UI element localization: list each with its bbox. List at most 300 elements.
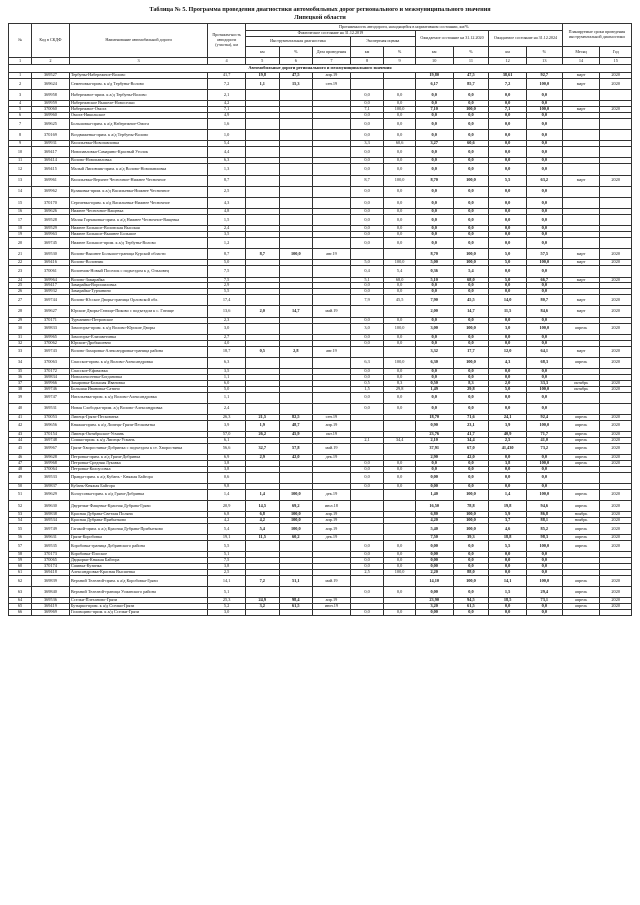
expert-km: 8,7	[350, 175, 384, 186]
expert-km: 0,0	[350, 101, 384, 107]
road-code: 369530	[32, 249, 70, 260]
road-code: 369931	[32, 141, 70, 147]
instr-date: сен.19	[313, 414, 351, 420]
road-code: 370172	[32, 368, 70, 374]
exp2024-pct: 0,0	[526, 466, 562, 472]
road-length: 6,3	[208, 357, 246, 368]
instr-km	[245, 90, 279, 101]
header-exp-2020: Ожидаемое состояние на 31.12.2020	[415, 31, 488, 47]
road-code: 369631	[32, 535, 70, 541]
exp2024-pct: 0,0	[526, 403, 562, 414]
exp2024-pct: 29,4	[526, 587, 562, 598]
exp2024-km: 0,0	[489, 197, 527, 208]
plan-month	[562, 90, 600, 101]
exp2024-km: 0,0	[489, 186, 527, 197]
exp2024-pct: 100,0	[526, 460, 562, 466]
road-name: Сошки-прим. к а/д Липецк-Усмань	[69, 437, 207, 443]
table-row	[9, 392, 632, 403]
plan-month: ноябрь	[562, 518, 600, 524]
road-code: 369840	[32, 587, 70, 598]
exp2020-pct: 0,0	[453, 541, 489, 552]
plan-month: март	[562, 78, 600, 89]
expert-km: 0,0	[350, 283, 384, 289]
exp2020-km: 0,0	[415, 119, 453, 130]
header-km: км	[489, 47, 527, 58]
exp2020-km: 6,17	[415, 78, 453, 89]
instr-pct: 69,2	[279, 500, 313, 511]
instr-pct: 57,8	[279, 443, 313, 454]
exp2020-km: 0,0	[415, 113, 453, 119]
instr-pct	[279, 610, 313, 616]
exp2024-km: 7,2	[489, 78, 527, 89]
exp2020-pct: 0,0	[453, 232, 489, 238]
header-pct: %	[384, 47, 415, 58]
road-code: 370174	[32, 564, 70, 570]
expert-pct: 45,5	[384, 295, 415, 306]
exp2024-km: 0,0	[489, 238, 527, 249]
instr-pct: 60,2	[279, 535, 313, 541]
exp2020-km: 7,10	[415, 107, 453, 113]
row-number: 11	[9, 158, 32, 164]
exp2020-pct: 0,0	[453, 317, 489, 323]
header-plan: Планируемые сроки проведения инструментальной диагностики	[562, 24, 631, 47]
table-row	[9, 249, 632, 260]
road-length: 4,2	[208, 101, 246, 107]
exp2024-pct: 0,0	[526, 186, 562, 197]
road-code: 369839	[32, 575, 70, 586]
road-name: Нижнее Большое-Вышнее Большое	[69, 232, 207, 238]
instr-date: июл.18	[313, 500, 351, 511]
plan-month: апрель	[562, 443, 600, 454]
expert-pct	[384, 575, 415, 586]
table-row	[9, 186, 632, 197]
instr-pct	[279, 147, 313, 158]
table-row	[9, 575, 632, 586]
road-code: 369743	[32, 346, 70, 357]
column-index-cell: 3	[69, 58, 207, 65]
instr-pct: 98,4	[279, 598, 313, 604]
road-name: Петровка-Колоусовка	[69, 466, 207, 472]
plan-year: 2020	[600, 249, 632, 260]
expert-km: 0,0	[350, 289, 384, 295]
exp2020-pct: 100,0	[453, 523, 489, 534]
plan-year: 2020	[600, 295, 632, 306]
exp2024-km: 7,1	[489, 107, 527, 113]
column-index-cell: 9	[384, 58, 415, 65]
plan-year: 2020	[600, 575, 632, 586]
exp2020-pct: 94,5	[453, 598, 489, 604]
exp2020-km: 8,70	[415, 175, 453, 186]
exp2020-km: 0,00	[415, 558, 453, 564]
road-code: 369968	[32, 460, 70, 466]
road-name: Юрские Дворы-Гатище-Пиково с подъездом к с. Гатище	[69, 306, 207, 317]
road-code: 370053	[32, 414, 70, 420]
road-length: 1,5	[208, 215, 246, 226]
road-name: Грязи-Хворостянка-Добринка с подъездом к ст. Хворостянка	[69, 443, 207, 454]
header-km: км	[350, 47, 384, 58]
expert-pct	[384, 420, 415, 431]
exp2024-km: 12,0	[489, 346, 527, 357]
exp2024-pct: 57,5	[526, 249, 562, 260]
expert-km: 0,0	[350, 466, 384, 472]
row-number: 55	[9, 523, 32, 534]
exp2024-km: 0,0	[489, 119, 527, 130]
road-name: Новая Слободка-прим. а/д Волово-Александровка	[69, 403, 207, 414]
table-row	[9, 147, 632, 158]
instr-km	[245, 541, 279, 552]
exp2020-km: 3,27	[415, 141, 453, 147]
road-code: 369961	[32, 175, 70, 186]
exp2024-pct: 0,0	[526, 454, 562, 460]
instr-date: апр.19	[313, 73, 351, 79]
column-index-cell: 5	[245, 58, 279, 65]
instr-pct: 48,7	[279, 420, 313, 431]
road-length: 1,3	[208, 164, 246, 175]
instr-date: апр.19	[313, 420, 351, 431]
expert-pct: 0,0	[384, 130, 415, 141]
header-no: №	[9, 24, 32, 58]
row-number: 38	[9, 386, 32, 392]
expert-km: 2,5	[350, 569, 384, 575]
row-number: 34	[9, 357, 32, 368]
exp2020-pct: 100,0	[453, 357, 489, 368]
document-title	[0, 6, 640, 22]
expert-km: 0,0	[350, 317, 384, 323]
expert-pct	[384, 489, 415, 500]
exp2024-pct: 0,0	[526, 238, 562, 249]
road-code: 369834	[32, 374, 70, 380]
exp2024-km: 3,7	[489, 518, 527, 524]
exp2024-pct: 100,0	[526, 260, 562, 266]
instr-date: сен.19	[313, 78, 351, 89]
instr-pct	[279, 392, 313, 403]
road-length: 5,0	[208, 260, 246, 266]
expert-pct: 29,8	[384, 386, 415, 392]
header-km: км	[245, 47, 279, 58]
exp2024-pct: 0,0	[526, 368, 562, 374]
plan-month: март	[562, 306, 600, 317]
expert-pct: 100,0	[384, 323, 415, 334]
exp2024-km: 5,0	[489, 249, 527, 260]
expert-km: 0,0	[350, 340, 384, 346]
exp2024-km: 0,0	[489, 289, 527, 295]
exp2020-km: 37,91	[415, 443, 453, 454]
expert-km: 0,0	[350, 158, 384, 164]
road-length: 5,4	[208, 523, 246, 534]
expert-km: 0,0	[350, 374, 384, 380]
exp2024-pct: 0,0	[526, 266, 562, 277]
plan-year	[600, 186, 632, 197]
exp2020-km: 1,49	[415, 386, 453, 392]
exp2024-pct: 100,0	[526, 107, 562, 113]
plan-month	[562, 197, 600, 208]
exp2024-km: 0,0	[489, 374, 527, 380]
instr-date: май.19	[313, 306, 351, 317]
plan-year	[600, 147, 632, 158]
road-code: 369416	[32, 260, 70, 266]
exp2020-km: 18,70	[415, 414, 453, 420]
expert-km: 0,0	[350, 164, 384, 175]
road-code: 370154	[32, 431, 70, 437]
exp2020-pct: 0,0	[453, 552, 489, 558]
plan-year: 2020	[600, 518, 632, 524]
road-name: Гагакой-прим. к а/д Красная Дубрава-Прибытково	[69, 523, 207, 534]
exp2024-pct: 0,0	[526, 558, 562, 564]
row-number: 30	[9, 323, 32, 334]
row-number: 46	[9, 454, 32, 460]
road-length: 8,7	[208, 175, 246, 186]
instr-date: май.19	[313, 443, 351, 454]
expert-km: 0,0	[350, 113, 384, 119]
plan-month: апрель	[562, 414, 600, 420]
row-number: 13	[9, 175, 32, 186]
plan-year	[600, 164, 632, 175]
exp2024-pct: 0,0	[526, 101, 562, 107]
exp2024-km: 0,0	[489, 483, 527, 489]
road-name: Большая Ивановка-Сатино	[69, 386, 207, 392]
road-code: 369963	[32, 232, 70, 238]
expert-km: 0,0	[350, 238, 384, 249]
row-number: 17	[9, 215, 32, 226]
exp2020-km: 0,0	[415, 466, 453, 472]
expert-pct	[384, 346, 415, 357]
instr-pct	[279, 186, 313, 197]
exp2020-km: 0,0	[415, 232, 453, 238]
exp2024-pct: 0,0	[526, 289, 562, 295]
plan-month: март	[562, 260, 600, 266]
exp2024-pct: 100,0	[526, 386, 562, 392]
exp2024-pct: 0,0	[526, 472, 562, 483]
instr-date: дек.19	[313, 489, 351, 500]
road-length: 14,1	[208, 575, 246, 586]
expert-km	[350, 443, 384, 454]
exp2020-km: 0,0	[415, 460, 453, 466]
exp2020-pct: 5,4	[453, 266, 489, 277]
road-length: 6,3	[208, 158, 246, 164]
plan-month	[562, 119, 600, 130]
plan-year: 2020	[600, 380, 632, 386]
road-code: 369747	[32, 392, 70, 403]
road-code: 369965	[32, 334, 70, 340]
exp2020-pct: 0,0	[453, 101, 489, 107]
expert-pct: 0,0	[384, 392, 415, 403]
exp2020-pct: 0,0	[453, 466, 489, 472]
exp2020-pct: 100,0	[453, 518, 489, 524]
row-number: 56	[9, 535, 32, 541]
plan-month: март	[562, 346, 600, 357]
exp2020-pct: 42,0	[453, 454, 489, 460]
road-code: 369746	[32, 386, 70, 392]
expert-pct	[384, 249, 415, 260]
plan-year	[600, 119, 632, 130]
road-length: 26,3	[208, 414, 246, 420]
exp2024-km: 4,6	[489, 523, 527, 534]
exp2024-pct: 0,0	[526, 232, 562, 238]
expert-km: 0,0	[350, 368, 384, 374]
exp2020-km: 0,0	[415, 317, 453, 323]
expert-pct: 0,0	[384, 197, 415, 208]
instr-date	[313, 357, 351, 368]
plan-year: 2020	[600, 541, 632, 552]
exp2024-pct: 100,0	[526, 541, 562, 552]
table-row	[9, 403, 632, 414]
table-row	[9, 523, 632, 534]
plan-year	[600, 610, 632, 616]
road-name: Спасское-Ефимовка	[69, 368, 207, 374]
exp2024-km: 0,0	[489, 215, 527, 226]
exp2020-km: 1,40	[415, 489, 453, 500]
expert-pct: 0,0	[384, 113, 415, 119]
exp2024-km: 0,0	[489, 232, 527, 238]
exp2024-km: 0,0	[489, 466, 527, 472]
instr-km: 21,5	[245, 414, 279, 420]
exp2020-km: 0,0	[415, 226, 453, 232]
road-name: Волончик-Новый Поселок с подъездом к д. Ольховец	[69, 266, 207, 277]
expert-km: 0,0	[350, 392, 384, 403]
road-length: 1,4	[208, 489, 246, 500]
road-length: 3,5	[208, 232, 246, 238]
row-number: 41	[9, 414, 32, 420]
instr-pct: 14,7	[279, 306, 313, 317]
road-length: 2,1	[208, 90, 246, 101]
exp2020-km: 0,00	[415, 541, 453, 552]
exp2020-pct: 0,0	[453, 113, 489, 119]
instr-pct: 42,0	[279, 454, 313, 460]
road-length: 5,4	[208, 141, 246, 147]
row-number: 24	[9, 277, 32, 283]
road-code: 369967	[32, 443, 70, 454]
exp2024-pct: 0,0	[526, 604, 562, 610]
road-length: 2,4	[208, 403, 246, 414]
exp2024-km: 0,0	[489, 340, 527, 346]
exp2024-km: 0,0	[489, 130, 527, 141]
instr-pct: 100,0	[279, 489, 313, 500]
exp2020-km: 0,0	[415, 368, 453, 374]
table-row	[9, 130, 632, 141]
exp2020-km: 0,0	[415, 197, 453, 208]
exp2024-pct: 88,1	[526, 518, 562, 524]
plan-month: март	[562, 175, 600, 186]
plan-month: апрель	[562, 541, 600, 552]
exp2020-pct: 45,5	[453, 295, 489, 306]
column-index-cell: 15	[600, 58, 632, 65]
expert-km	[350, 306, 384, 317]
table-row	[9, 90, 632, 101]
road-code: 369531	[32, 403, 70, 414]
row-number: 14	[9, 186, 32, 197]
table-row	[9, 306, 632, 317]
road-name: Сергиевка-прим. к а/д Васильевка-Нижнее Чесночное	[69, 197, 207, 208]
instr-km	[245, 610, 279, 616]
plan-month: апрель	[562, 437, 600, 443]
exp2020-km: 2,90	[415, 454, 453, 460]
exp2024-pct: 68,3	[526, 357, 562, 368]
expert-km: 0,0	[350, 334, 384, 340]
exp2024-km: 4,3	[489, 357, 527, 368]
road-length: 57,0	[208, 431, 246, 437]
instr-km	[245, 119, 279, 130]
exp2020-pct: 0,0	[453, 587, 489, 598]
exp2020-pct: 39,3	[453, 535, 489, 541]
exp2024-km: 19,8	[489, 500, 527, 511]
exp2020-pct: 8,3	[453, 380, 489, 386]
plan-month: апрель	[562, 460, 600, 466]
instr-date: апр.19	[313, 598, 351, 604]
instr-km	[245, 197, 279, 208]
row-number: 15	[9, 197, 32, 208]
road-code: 369966	[32, 380, 70, 386]
plan-month: апрель	[562, 357, 600, 368]
road-name: Малая Горчаковка-прим. к а/д Нижнее Чесночное-Ващевка	[69, 215, 207, 226]
exp2024-km: 1,5	[489, 587, 527, 598]
exp2024-km: 5,0	[489, 260, 527, 266]
exp2020-km: 0,0	[415, 186, 453, 197]
row-number: 52	[9, 500, 32, 511]
plan-year: 2020	[600, 323, 632, 334]
instr-date: окт.19	[313, 431, 351, 437]
exp2020-pct: 29,8	[453, 386, 489, 392]
plan-year	[600, 90, 632, 101]
column-index-cell: 7	[313, 58, 351, 65]
exp2024-pct: 33,3	[526, 380, 562, 386]
road-name: Набережнское Вышеле-Новоселки	[69, 101, 207, 107]
expert-km	[350, 346, 384, 357]
plan-year: 2020	[600, 277, 632, 283]
exp2020-km: 0,0	[415, 374, 453, 380]
plan-month: апрель	[562, 489, 600, 500]
plan-year: 2020	[600, 306, 632, 317]
exp2020-pct: 100,0	[453, 323, 489, 334]
plan-month	[562, 164, 600, 175]
exp2020-km: 16,50	[415, 500, 453, 511]
expert-pct: 0,0	[384, 226, 415, 232]
exp2020-pct: 0,0	[453, 334, 489, 340]
road-name: Красная Дубрава-Светлая Поляна	[69, 512, 207, 518]
instr-pct	[279, 164, 313, 175]
plan-year	[600, 238, 632, 249]
plan-year: 2020	[600, 107, 632, 113]
header-instrumental: Инструментальная диагностика	[245, 37, 350, 47]
instr-km: 5,4	[245, 523, 279, 534]
exp2020-pct: 0,0	[453, 283, 489, 289]
exp2020-pct: 0,0	[453, 460, 489, 466]
road-name: Новоалексеевка-Богдановка	[69, 374, 207, 380]
exp2024-km: 0,0	[489, 604, 527, 610]
instr-pct	[279, 130, 313, 141]
instr-pct	[279, 323, 313, 334]
exp2020-km: 0,00	[415, 483, 453, 489]
road-code: 369749	[32, 523, 70, 534]
plan-month: апрель	[562, 598, 600, 604]
exp2024-km: 40,9	[489, 431, 527, 437]
exp2020-km: 2,00	[415, 306, 453, 317]
road-name: Большовка-прим. к а/д Набережное-Омога	[69, 119, 207, 130]
instr-pct: 100,0	[279, 512, 313, 518]
header-code: Код в СКДФ	[32, 24, 70, 58]
road-length: 1,1	[208, 392, 246, 403]
exp2024-pct: 100,0	[526, 489, 562, 500]
exp2024-km: 3,8	[489, 460, 527, 466]
instr-km	[245, 186, 279, 197]
exp2020-km: 0,0	[415, 90, 453, 101]
exp2020-km: 19,80	[415, 73, 453, 79]
expert-pct: 100,0	[384, 260, 415, 266]
plan-year: 2020	[600, 386, 632, 392]
plan-year	[600, 266, 632, 277]
road-code: 369527	[32, 73, 70, 79]
road-code: 369535	[32, 541, 70, 552]
exp2024-pct: 100,0	[526, 575, 562, 586]
